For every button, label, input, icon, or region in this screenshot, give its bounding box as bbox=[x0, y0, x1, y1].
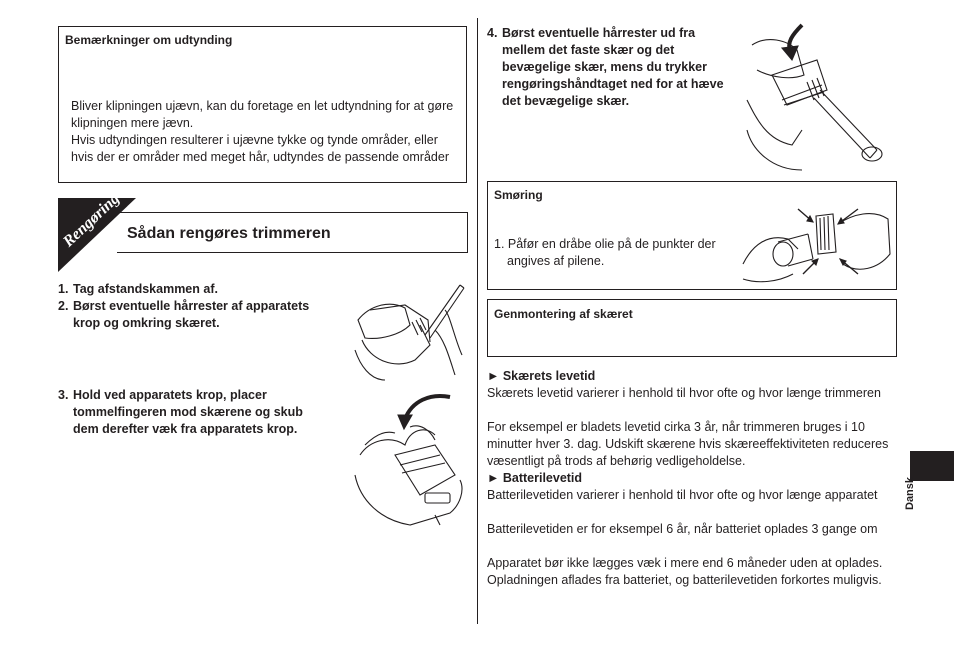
remove-blade-drawing bbox=[350, 385, 472, 530]
oil-bottle-illustration bbox=[738, 204, 893, 288]
thinning-notes-line: hvis der er områder med meget hår, udtyndes de passende områder bbox=[71, 150, 449, 164]
step-text-line: krop og omkring skæret. bbox=[73, 316, 220, 330]
step-text bbox=[502, 25, 724, 110]
step-3-row bbox=[58, 387, 348, 438]
step-text-line: tommelfingeren mod skærene og skub bbox=[73, 405, 303, 419]
lubrication-line: 1. Påfør en dråbe olie på de punkter der bbox=[494, 237, 716, 251]
language-label: Dansk bbox=[904, 476, 916, 510]
reassembly-title: Genmontering af skæret bbox=[494, 307, 633, 321]
step-text bbox=[73, 298, 309, 332]
battery-life-heading: ► Batterilevetid bbox=[487, 471, 583, 485]
brush-trimmer-drawing bbox=[350, 280, 470, 385]
blade-life-line: Skærets levetid varierer i henhold til hvor ofte og hvor længe trimmeren bbox=[487, 386, 881, 400]
thinning-notes-text bbox=[71, 98, 466, 166]
step-text-line: rengøringshåndtaget ned for at hæve bbox=[502, 77, 724, 91]
step-text bbox=[73, 387, 303, 438]
language-tab bbox=[910, 451, 954, 481]
banner-label: Rengøring bbox=[60, 190, 123, 251]
column-divider bbox=[477, 18, 478, 624]
thinning-notes-line: Bliver klipningen ujævn, kan du foretage en let udtyndning for at gøre bbox=[71, 99, 454, 113]
battery-life-line: Apparatet bør ikke lægges væk i mere end 6 måneder uden at oplades. bbox=[487, 556, 883, 570]
step-number: 2. bbox=[58, 299, 69, 313]
oil-bottle-drawing bbox=[738, 204, 893, 288]
blade-life-heading: ► Skærets levetid bbox=[487, 369, 596, 383]
thinning-notes-box bbox=[58, 26, 467, 183]
step-text-line: Hold ved apparatets krop, placer bbox=[73, 388, 267, 402]
step-1 bbox=[58, 281, 348, 298]
lubrication-title: Smøring bbox=[494, 188, 543, 202]
spacer bbox=[487, 538, 897, 555]
step-4-row bbox=[487, 25, 747, 110]
step-text-line: dem derefter væk fra apparatets krop. bbox=[73, 422, 298, 436]
blade-life-line: væsentligt på trods af behørig vedligeholdelse. bbox=[487, 454, 746, 468]
thinning-notes-title: Bemærkninger om udtynding bbox=[65, 33, 233, 47]
step-text-line: Børst eventuelle hårrester af apparatets bbox=[73, 299, 310, 313]
step-text-line: bevægelige skær, mens du trykker bbox=[502, 60, 707, 74]
section-heading: Sådan rengøres trimmeren bbox=[127, 225, 331, 242]
step-number: 1. bbox=[58, 282, 69, 296]
step-3 bbox=[58, 387, 348, 438]
step-text-line: det bevægelige skær. bbox=[502, 94, 630, 108]
step-text-line: mellem det faste skær og det bbox=[502, 43, 675, 57]
thinning-notes-line: Hvis udtyndingen resulterer i ujævne tykke og tynde områder, eller bbox=[71, 133, 438, 147]
reassembly-box bbox=[487, 299, 897, 357]
step-number: 4. bbox=[487, 26, 498, 40]
step-text-line: Børst eventuelle hårrester ud fra bbox=[502, 26, 696, 40]
lubrication-line: angives af pilene. bbox=[507, 254, 605, 268]
step-4 bbox=[487, 25, 747, 110]
spacer bbox=[487, 504, 897, 521]
cleaning-lever-illustration bbox=[742, 20, 887, 175]
battery-life-line: Batterilevetiden varierer i henhold til hvor ofte og hvor længe apparatet bbox=[487, 488, 878, 502]
battery-life-line: Opladningen aflades fra batteriet, og batterilevetiden forkortes muligvis. bbox=[487, 573, 882, 587]
step-number: 3. bbox=[58, 388, 69, 402]
cleaning-lever-drawing bbox=[742, 20, 887, 175]
step-2 bbox=[58, 298, 348, 332]
brush-trimmer-illustration bbox=[350, 280, 470, 385]
section-heading-box bbox=[117, 212, 468, 253]
lubrication-text bbox=[494, 236, 734, 270]
steps-1-2 bbox=[58, 281, 348, 332]
remove-blade-illustration bbox=[350, 385, 472, 530]
blade-life-line: For eksempel er bladets levetid cirka 3 år, når trimmeren bruges i 10 bbox=[487, 420, 865, 434]
battery-life-line: Batterilevetiden er for eksempel 6 år, når batteriet oplades 3 gange om bbox=[487, 522, 878, 536]
blade-life-section bbox=[487, 368, 897, 589]
blade-life-line: minutter hver 3. dag. Udskift skærene hvis skæreeffektiviteten reduceres bbox=[487, 437, 889, 451]
lubrication-box bbox=[487, 181, 897, 290]
step-text: Tag afstandskammen af. bbox=[73, 282, 218, 296]
thinning-notes-line: klipningen mere jævn. bbox=[71, 116, 194, 130]
spacer bbox=[487, 402, 897, 419]
